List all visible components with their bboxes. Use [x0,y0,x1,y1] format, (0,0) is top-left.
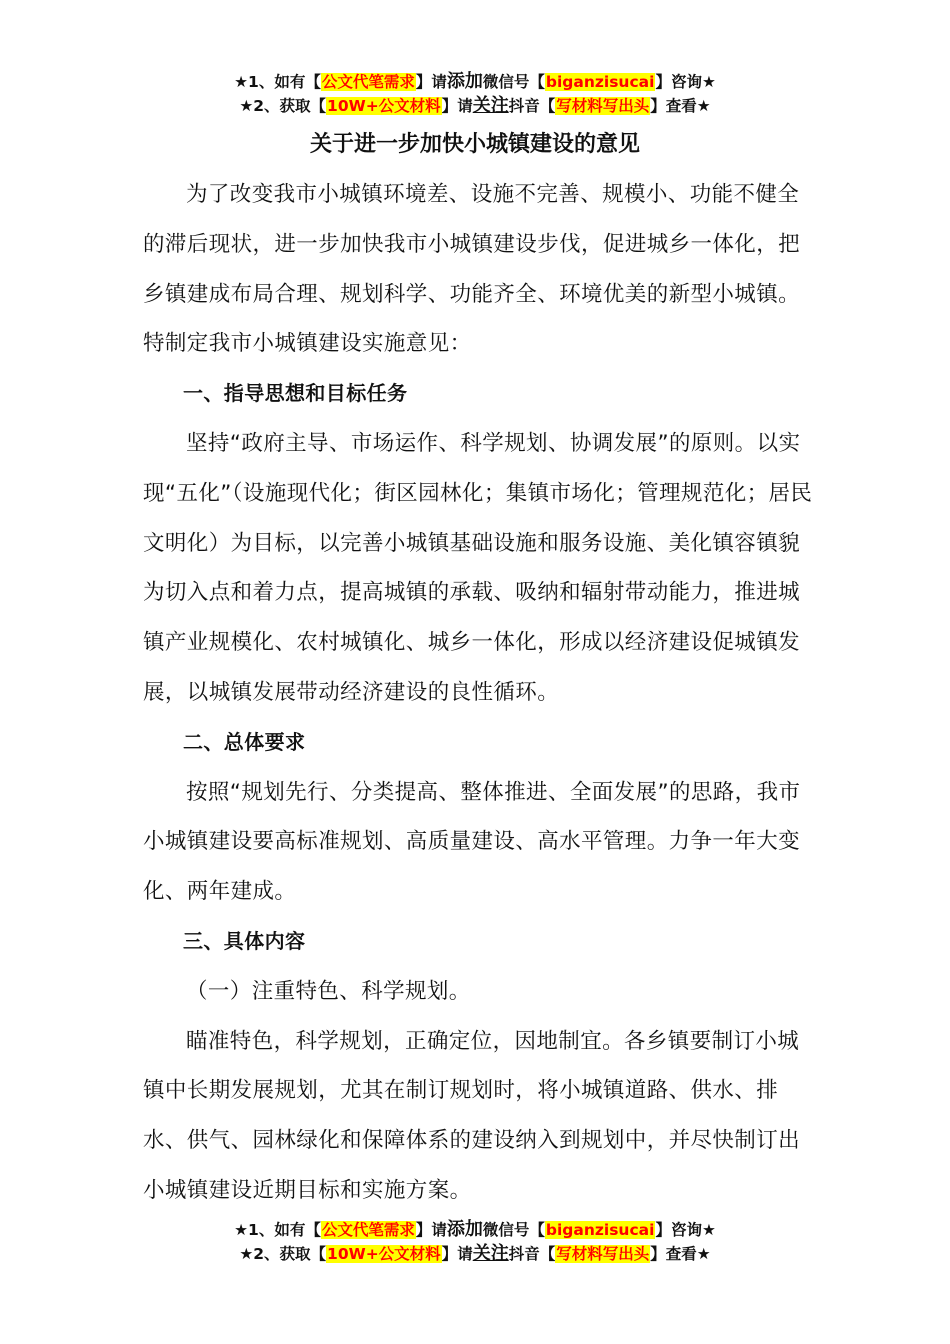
promo-line-1 [0,70,950,94]
body-paragraph: 坚持“政府主导、市场运作、科学规划、协调发展”的原则。以实现“五化”（设施现代化；街区园林化；集镇市场化；管理规范化；居民文明化）为目标，以完善小城镇基础设施和服务设施、美化镇容镇貌为切入点和着力点，提高城镇的承载、吸纳和辐射带动能力，推进城镇产业规模化、农村城镇化、城乡一体化，形成以经济建设促城镇发展，以城镇发展带动经济建设的良性循环。 [143,430,813,705]
promo-text: ★2、获取【 [239,1245,327,1263]
promo-line-2 [0,94,950,118]
promo-highlight: 10W+公文材料 [327,97,441,115]
promo-text: 微信号【 [482,73,545,91]
promo-highlight: 写材料写出头 [556,1245,650,1263]
promo-text: ★2、获取【 [239,97,327,115]
promo-text: 】查看★ [650,97,711,115]
section-heading: 三、具体内容 [183,928,306,953]
promo-text: 】咨询★ [655,1221,716,1239]
promo-text: 抖音【 [508,97,556,115]
section-heading: 一、指导思想和目标任务 [183,381,408,406]
promo-highlight: 10W+公文材料 [327,1245,441,1263]
promo-emphasis: 关注 [472,1243,509,1264]
document-body [143,170,813,1216]
promo-emphasis: 关注 [472,95,509,116]
promo-highlight: biganzisucai [545,73,655,91]
promo-text: ★1、如有【 [234,73,321,91]
body-paragraph: 为了改变我市小城镇环境差、设施不完善、规模小、功能不健全的滞后现状，进一步加快我市小城镇建设步伐，促进城乡一体化，把乡镇建成布局合理、规划科学、功能齐全、环境优美的新型小城镇。特制定我市小城镇建设实施意见： [143,182,801,357]
promo-banner-bottom [0,1218,950,1266]
promo-text: ★1、如有【 [234,1221,321,1239]
promo-text: 微信号【 [482,1221,545,1239]
promo-text: 】查看★ [650,1245,711,1263]
promo-emphasis: 添加 [446,1219,483,1240]
promo-line-1 [0,1218,950,1242]
promo-emphasis: 添加 [446,71,483,92]
body-paragraph: 瞄准特色，科学规划，正确定位，因地制宜。各乡镇要制订小城镇中长期发展规划，尤其在制订规划时，将小城镇道路、供水、排水、供气、园林绿化和保障体系的建设纳入到规划中，并尽快制订出小城镇建设近期目标和实施方案。 [143,1028,801,1203]
promo-line-2 [0,1242,950,1266]
body-paragraph: 按照“规划先行、分类提高、整体推进、全面发展”的思路，我市小城镇建设要高标准规划、高质量建设、高水平管理。力争一年大变化、两年建成。 [143,779,801,905]
promo-text: 】请 [415,73,447,91]
section-heading: 二、总体要求 [183,729,306,754]
promo-text: 】请 [441,1245,473,1263]
promo-text: 】请 [441,97,473,115]
promo-text: 】请 [415,1221,447,1239]
promo-text: 抖音【 [508,1245,556,1263]
document-title: 关于进一步加快小城镇建设的意见 [309,132,640,157]
promo-highlight: biganzisucai [545,1221,655,1239]
subsection-heading: （一）注重特色、科学规划。 [186,978,471,1004]
promo-highlight: 公文代笔需求 [321,1221,415,1239]
promo-banner-top [0,70,950,118]
promo-highlight: 公文代笔需求 [321,73,415,91]
promo-text: 】咨询★ [655,73,716,91]
promo-highlight: 写材料写出头 [556,97,650,115]
